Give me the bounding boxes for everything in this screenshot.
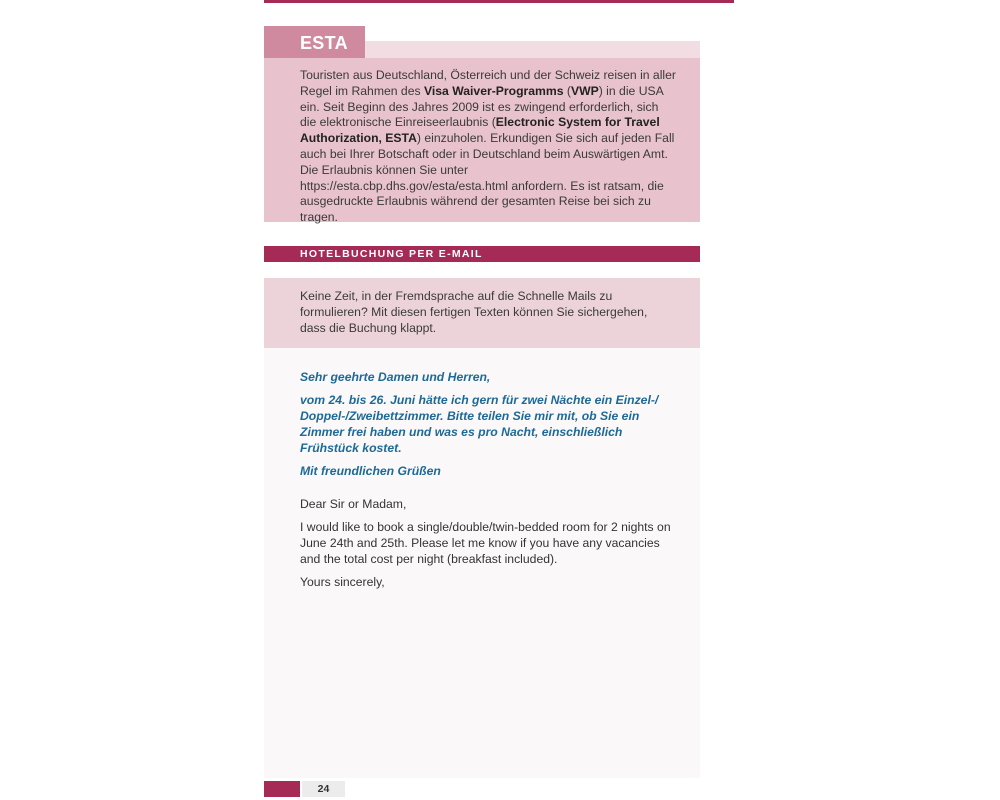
esta-text-4: ) einzuholen. Erkundigen Sie sich auf jeden Fall auch bei Ihrer Botschaft oder in Deutschland beim Auswärtigen Amt. Die Erlaubnis können Sie unter https://esta.cbp.dhs.gov/esta/esta.html anfordern. Es ist ratsam, die ausgedruckte Erlaubnis während der gesamten Reise bei sich zu tragen. xyxy=(300,131,675,225)
english-closing: Yours sincerely, xyxy=(300,575,385,589)
esta-paragraph xyxy=(264,58,700,225)
english-body: I would like to book a single/double/twin-bedded room for 2 nights on June 24th and 25th. Please let me know if you have any vacancies and the total cost per night (breakfast included). xyxy=(300,520,671,566)
esta-bold-vwp: VWP xyxy=(570,83,599,98)
german-closing: Mit freundlichen Grüßen xyxy=(300,464,441,478)
document-page xyxy=(264,0,734,800)
esta-bold-vwp-program: Visa Waiver-Programms xyxy=(423,83,564,98)
esta-title: ESTA xyxy=(264,26,365,58)
german-body: vom 24. bis 26. Juni hätte ich gern für zwei Nächte ein Einzel-/ Doppel-/Zweibettzimmer. Bitte teilen Sie mir mit, ob Sie ein Zimmer frei haben und was es pro Nacht, einschließlich Frühstück kostet. xyxy=(300,393,659,455)
section-heading: HOTELBUCHUNG PER E-MAIL xyxy=(264,246,700,262)
esta-text-3: ) in die USA ein. Seit Beginn des Jahres 2009 ist es zwingend erforderlich, sich die elektronische Einreiseerlaubnis ( xyxy=(300,83,664,130)
esta-info-box xyxy=(264,26,700,225)
letter-template xyxy=(264,348,700,778)
esta-text-2: ( xyxy=(563,83,571,98)
german-salutation: Sehr geehrte Damen und Herren, xyxy=(300,370,491,384)
intro-box: Keine Zeit, in der Fremdsprache auf die Schnelle Mails zu formulieren? Mit diesen fertigen Texten können Sie sichergehen, dass die Buchung klappt. xyxy=(264,278,700,348)
top-rule xyxy=(264,0,734,3)
esta-text-1: Touristen aus Deutschland, Österreich und der Schweiz reisen in aller Regel im Rahmen des xyxy=(300,68,676,98)
page-number: 24 xyxy=(302,781,345,797)
footer-accent-block xyxy=(264,781,300,797)
esta-bold-esta-name: Electronic System for Travel Authorization, ESTA xyxy=(300,115,660,146)
english-salutation: Dear Sir or Madam, xyxy=(300,497,407,511)
